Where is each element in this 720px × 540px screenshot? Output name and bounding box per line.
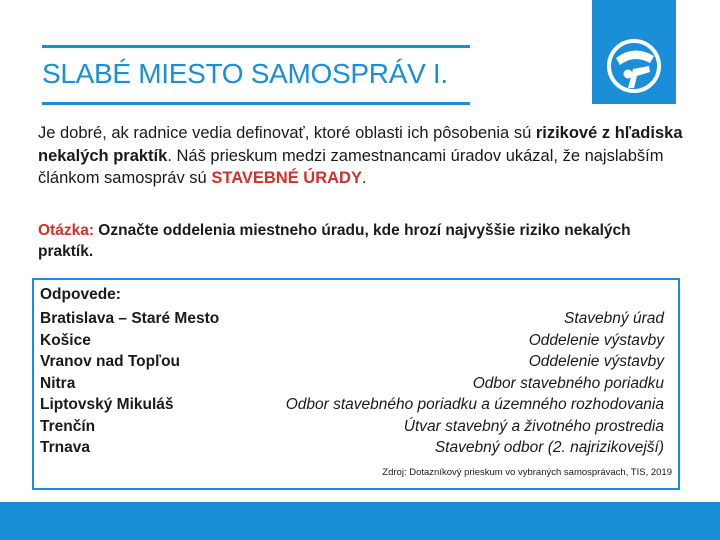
answer-city: Vranov nad Topľou — [40, 353, 181, 370]
question-text: Označte oddelenia miestneho úradu, kde hrozí najvyššie riziko nekalých praktík. — [38, 222, 631, 260]
answer-row — [40, 394, 664, 416]
footer-bar — [0, 502, 720, 540]
intro-paragraph — [38, 122, 698, 190]
answer-row — [40, 416, 664, 438]
answer-department: Stavebný úrad — [564, 310, 664, 327]
title-divider-top — [42, 45, 470, 48]
answer-city: Trnava — [40, 439, 90, 456]
question-label: Otázka: — [38, 222, 94, 239]
answer-city: Nitra — [40, 374, 76, 392]
answer-row — [40, 330, 664, 352]
answer-department: Odbor stavebného poriadku a územného rozhodovania — [285, 396, 664, 413]
answer-row — [40, 373, 664, 395]
answers-heading: Odpovede: — [40, 286, 121, 303]
answer-department: Útvar stavebný a životného prostredia — [403, 417, 664, 435]
source-note: Zdroj: Dotazníkový prieskum vo vybraných samosprávach, TIS, 2019 — [382, 467, 672, 478]
answer-city: Bratislava – Staré Mesto — [40, 310, 220, 327]
intro-emphasis-building-offices: STAVEBNÉ ÚRADY — [211, 169, 362, 187]
answer-department: Oddelenie výstavby — [528, 331, 664, 349]
logo-panel — [592, 0, 676, 104]
answer-city: Trenčín — [40, 417, 96, 435]
answer-department: Oddelenie výstavby — [528, 353, 664, 370]
intro-text-2: . Náš prieskum medzi zamestnancami úradov ukázal, že najslabším článkom samospráv sú — [38, 146, 664, 187]
answer-row — [40, 437, 664, 459]
transparency-international-logo-icon — [604, 36, 664, 96]
answer-row — [40, 351, 664, 373]
answer-row — [40, 308, 664, 330]
answers-box — [32, 278, 680, 490]
answer-city: Košice — [40, 331, 91, 349]
intro-text-1: Je dobré, ak radnice vedia definovať, ktoré oblasti ich pôsobenia sú — [38, 124, 536, 142]
page-title: SLABÉ MIESTO SAMOSPRÁV I. — [42, 58, 448, 89]
intro-emphasis-risk: rizikové z hľadiska nekalých praktík — [38, 124, 683, 165]
survey-question — [38, 220, 678, 262]
title-divider-bottom — [42, 102, 470, 105]
answer-department: Odbor stavebného poriadku — [472, 374, 664, 392]
intro-text-3: . — [361, 169, 367, 187]
answer-department: Stavebný odbor (2. najrizikovejší) — [434, 439, 664, 456]
answers-list — [40, 308, 664, 459]
answer-city: Liptovský Mikuláš — [40, 396, 174, 413]
